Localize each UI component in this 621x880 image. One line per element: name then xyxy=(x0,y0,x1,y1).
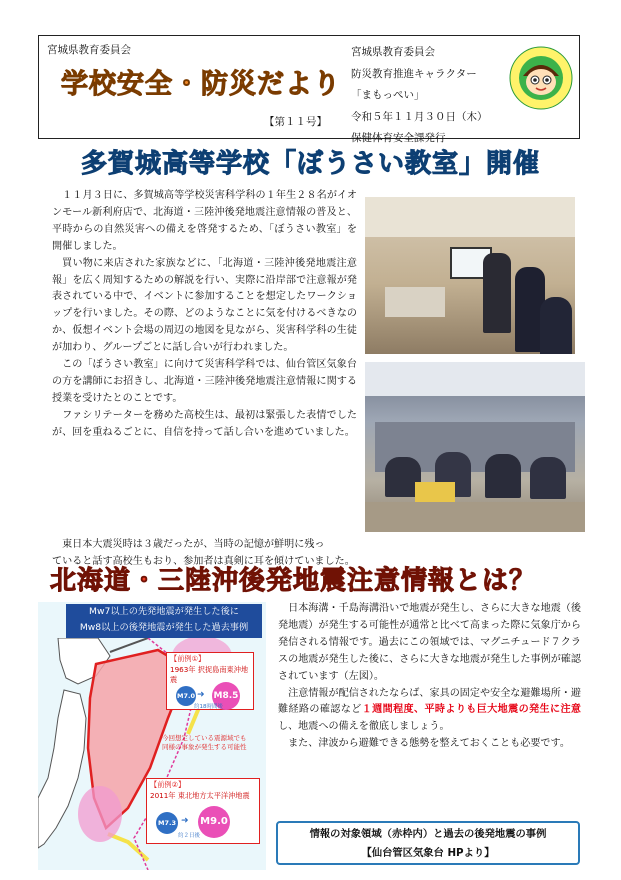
example-1-name: 1963年 択捉島南東沖地震 xyxy=(170,665,249,684)
map-source: 【仙台管区気象台 HPより】 xyxy=(361,847,495,859)
paragraph-with-emphasis xyxy=(278,686,581,737)
emphasis-text: １週間程度、平時よりも巨大地震の発生に注意 xyxy=(361,704,581,716)
map-header-line: Mw8以上の後発地震が発生した過去事例 xyxy=(79,622,249,633)
newsletter-title: 学校安全・防災だより xyxy=(61,69,341,100)
map-caption-box xyxy=(276,821,580,865)
mascot-role: 防災教育推進キャラクター xyxy=(351,67,477,80)
map-note-line: 今回想定している震源域でも xyxy=(162,734,247,742)
issue-date: 令和５年１１月３０日（木） xyxy=(351,110,488,123)
example-2-interval: 約２日後 xyxy=(178,833,201,839)
paragraph: 日本海溝・千島海溝沿いで地震が発生し、さらに大きな地震（後発地震）が発生する可能性が通常と比べて高まった際に気象庁から発信される情報です。過去にこの領域では、マグニチュード７クラスの地震が発生した後に、さらに大きな地震が発生した事例が確認されています（左図）。 xyxy=(278,603,581,682)
example-2-label: 【前例②】 xyxy=(150,780,186,789)
example-1-mainshock-badge: M8.5 xyxy=(212,682,240,710)
map-caption: 情報の対象領域（赤枠内）と過去の後発地震の事例 xyxy=(309,828,547,840)
organization-name-right: 宮城県教育委員会 xyxy=(351,46,435,58)
text-run: し、地震への備えを徹底しましょう。 xyxy=(278,721,450,733)
paragraph: この「ぼうさい教室」に向けて災害科学科では、仙台管区気象台の方を講師にお招きし、北海道・三陸沖後発地震注意情報に関する授業を受けたとのことです。 xyxy=(52,359,357,404)
issue-number: 【第１１号】 xyxy=(264,116,327,128)
example-2-foreshock-badge: M7.3 xyxy=(156,812,178,834)
paragraph: ファシリテーターを務めた高校生は、最初は緊張した表情でしたが、回を重ねるごとに、自信を持って話し合いを進めていました。 xyxy=(52,409,357,438)
example-2-name: 2011年 東北地方太平洋沖地震 xyxy=(150,791,250,800)
article-body xyxy=(52,188,357,442)
example-2-mainshock-badge: M9.0 xyxy=(198,806,230,838)
map-note-line: 同様の事象が発生する可能性 xyxy=(162,743,247,751)
aftershock-map-figure xyxy=(38,602,266,870)
map-header xyxy=(66,604,262,638)
map-header-line: Mw7以上の先発地震が発生した後に xyxy=(89,606,239,617)
aftershock-info-body xyxy=(278,601,581,753)
photo-workshop-presentation xyxy=(365,197,575,354)
closing-line: 東日本大震災時は３歳だったが、当時の記憶が鮮明に残っ xyxy=(62,539,325,550)
mascot-name: 「まもっぺい」 xyxy=(351,89,425,101)
example-1-label: 【前例①】 xyxy=(170,654,206,663)
arrow-icon: ➜ xyxy=(181,816,189,826)
arrow-icon: ➜ xyxy=(197,690,205,700)
mascot-logo-icon xyxy=(509,46,573,110)
photo-group-discussion xyxy=(365,362,585,532)
paragraph: 買い物に来店された家族などに、「北海道・三陸沖後発地震注意報」を広く周知するための解説を行い、実際に沿岸部で注意報が発表されている中で、イベントに参加することを想定したワークショップを行いました。その際、どのようなことに気を付けるべきなのか、仮想イベント会場の周辺の地図を見ながら、災害科学科の生徒が加わり、グループごとに話し合いが行われました。 xyxy=(52,257,357,354)
closing-line: ていると話す高校生もおり、参加者は真剣に耳を傾けていました。 xyxy=(52,555,355,567)
example-1-foreshock-badge: M7.0 xyxy=(176,686,196,706)
example-1-interval: 約18時間後 xyxy=(194,704,223,710)
paragraph: また、津波から避難できる態勢を整えておくことも必要です。 xyxy=(288,738,570,750)
paragraph: １１月３日に、多賀城高等学校災害科学科の１年生２８名がイオンモール新利府店で、北海道・三陸沖後発地震注意情報の普及と、平時からの自然災害への備えを啓発するため、「ぼうさい教室」を開催しました。 xyxy=(52,190,357,252)
article-title-aftershock-info: 北海道・三陸沖後発地震注意情報とは？ xyxy=(50,566,537,596)
article-title-bousai-class: 多賀城高等学校「ぼうさい教室」開催 xyxy=(80,149,540,179)
map-note xyxy=(162,734,247,752)
text-run: 注意情報が配信されたならば、家具の固定や安全な避難場所・避難経路の確認など xyxy=(278,687,581,716)
organization-name: 宮城県教育委員会 xyxy=(47,44,131,56)
header-info xyxy=(351,42,488,150)
newsletter-header xyxy=(38,35,580,144)
publisher: 保健体育安全課発行 xyxy=(351,132,446,144)
